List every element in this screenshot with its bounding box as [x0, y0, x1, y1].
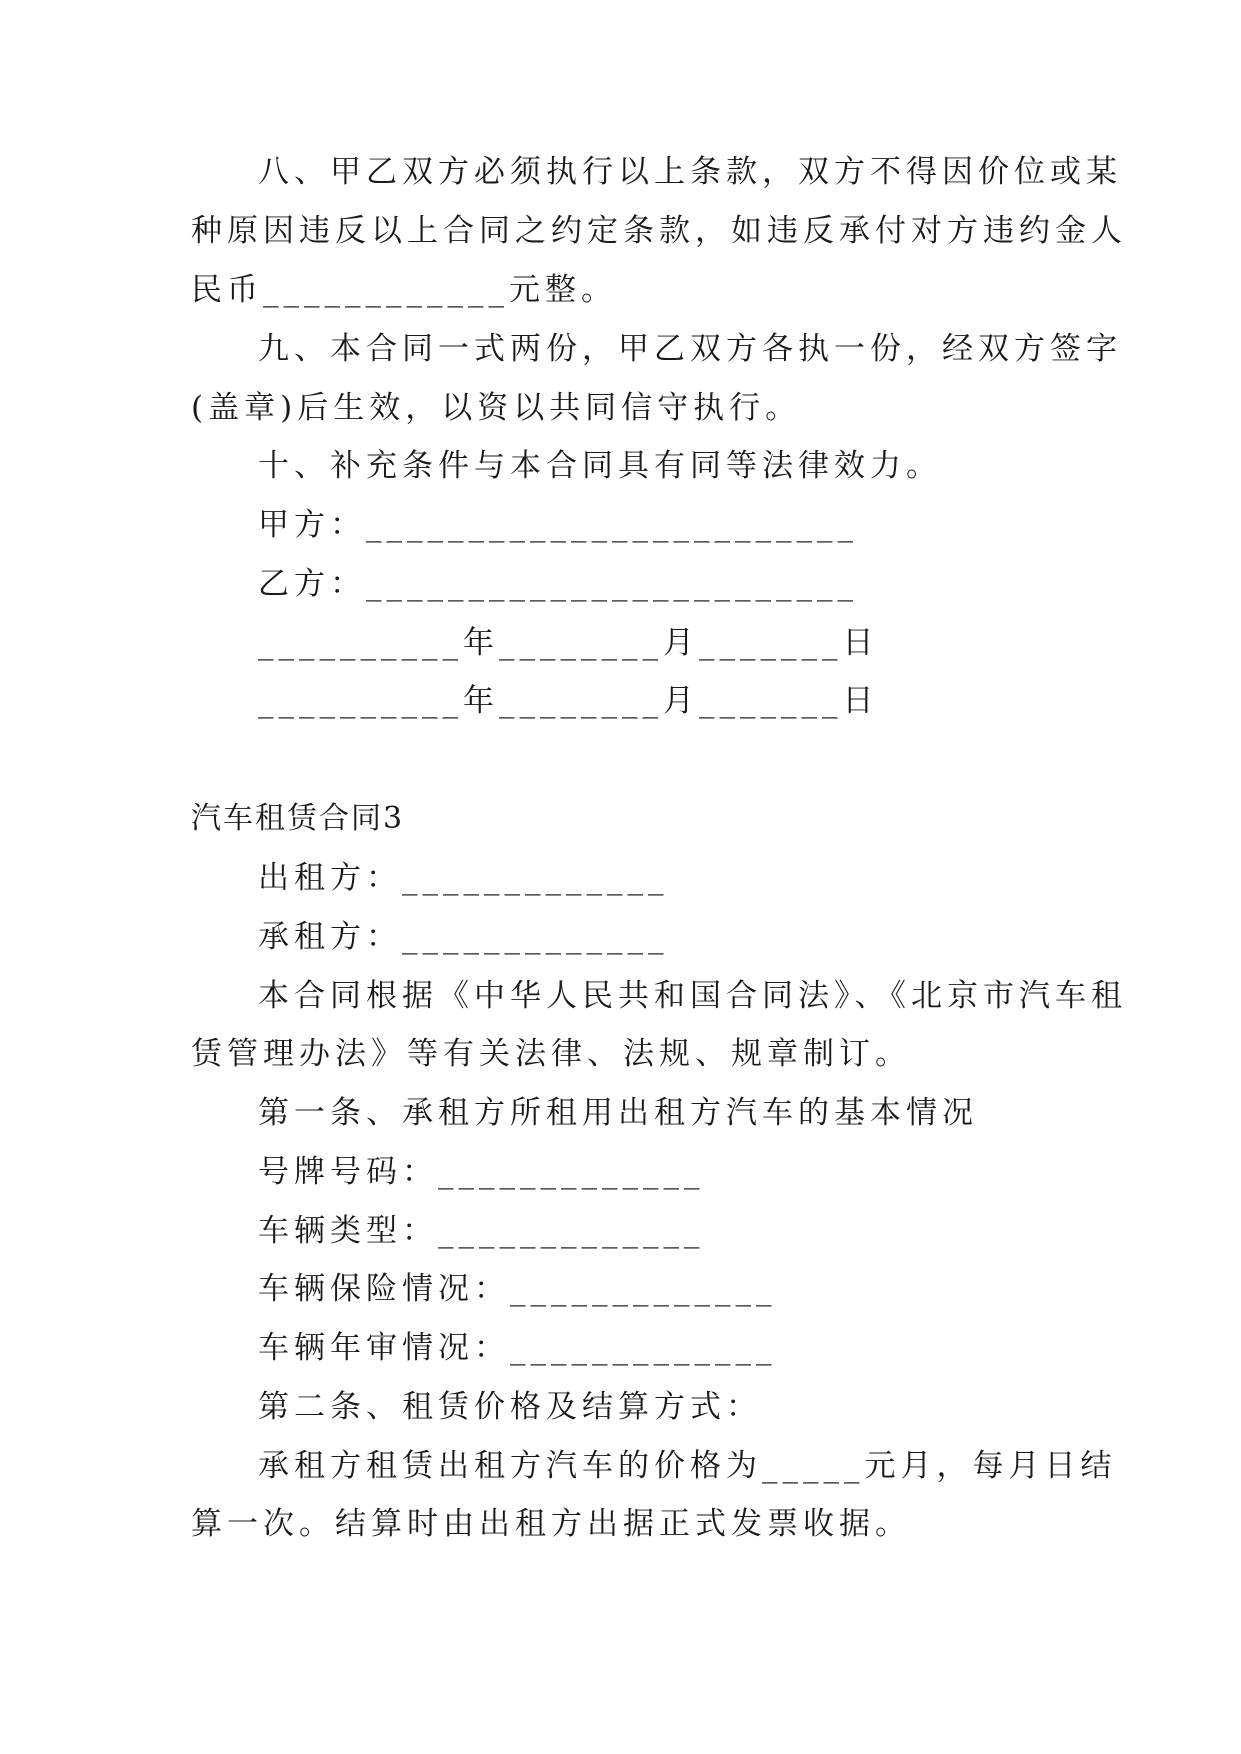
clause-8-line-3: 民币____________元整。: [191, 272, 617, 308]
vehicle-type-field: 车辆类型：_____________: [258, 1213, 705, 1249]
article-1-heading: 第一条、承租方所租用出租方汽车的基本情况: [258, 1095, 978, 1131]
party-a-signature: 甲方：________________________: [258, 507, 858, 543]
basis-line-2: 赁管理办法》等有关法律、法规、规章制订。: [191, 1036, 911, 1072]
annual-inspection-field: 车辆年审情况：_____________: [258, 1330, 777, 1366]
clause-9-line-2: (盖章)后生效，以资以共同信守执行。: [191, 390, 802, 426]
party-b-signature: 乙方：________________________: [258, 566, 858, 602]
date-line-1: __________年________月_______日: [258, 625, 879, 661]
clause-8-line-2: 种原因违反以上合同之约定条款，如违反承付对方违约金人: [191, 213, 1127, 249]
clause-8-line-1: 八、甲乙双方必须执行以上条款，双方不得因价位或某: [258, 154, 1122, 190]
price-line-1: 承租方租赁出租方汽车的价格为_____元月，每月日结: [258, 1448, 1117, 1484]
price-line-2: 算一次。结算时由出租方出据正式发票收据。: [191, 1506, 911, 1542]
clause-9-line-1: 九、本合同一式两份，甲乙双方各执一份，经双方签字: [258, 331, 1122, 367]
lessor-field: 出租方：_____________: [258, 860, 669, 896]
plate-number-field: 号牌号码：_____________: [258, 1154, 705, 1190]
clause-10: 十、补充条件与本合同具有同等法律效力。: [258, 448, 942, 484]
basis-line-1: 本合同根据《中华人民共和国合同法》、《北京市汽车租: [258, 978, 1127, 1014]
lessee-field: 承租方：_____________: [258, 919, 669, 955]
section-title: 汽车租赁合同3: [191, 801, 405, 836]
insurance-status-field: 车辆保险情况：_____________: [258, 1271, 777, 1307]
article-2-heading: 第二条、租赁价格及结算方式：: [258, 1389, 762, 1425]
date-line-2: __________年________月_______日: [258, 683, 879, 719]
